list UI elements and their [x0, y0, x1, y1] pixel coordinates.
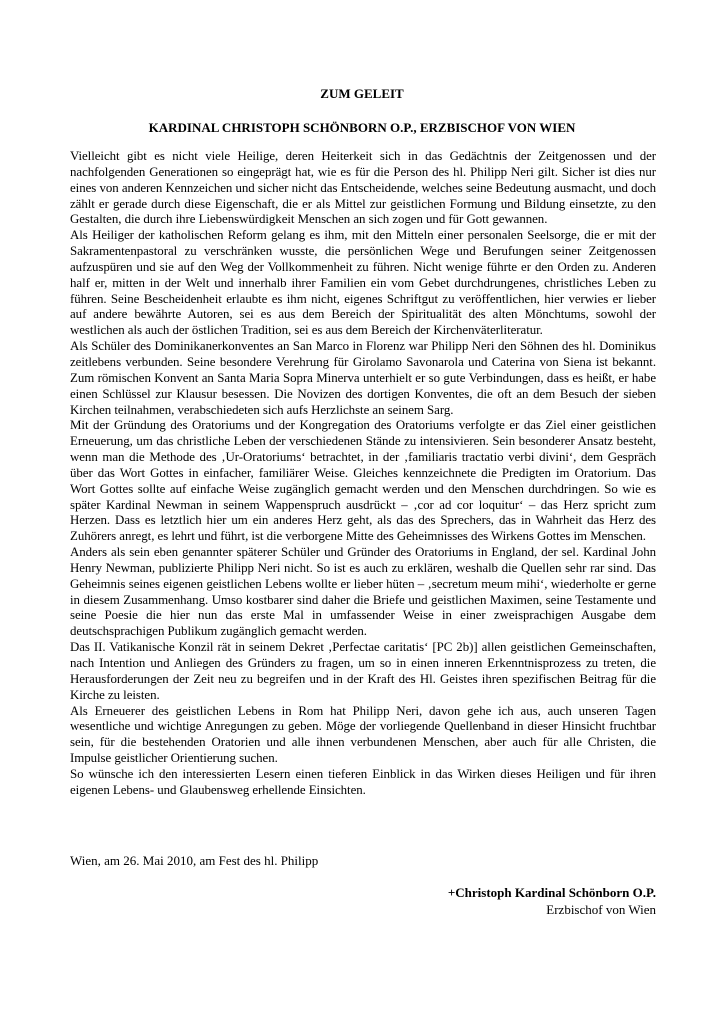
paragraph: So wünsche ich den interessierten Lesern einen tieferen Einblick in das Wirken dieses Heiligen und für ihren eigenen Lebens- und Glaubensweg erhellende Einsichten. [70, 766, 656, 797]
closing-line: Wien, am 26. Mai 2010, am Fest des hl. Philipp [70, 853, 319, 868]
document-heading: ZUM GELEIT [320, 86, 404, 101]
paragraph: Anders als sein eben genannter späterer Schüler und Gründer des Oratoriums in England, der sel. Kardinal John Henry Newman, publizierte Philipp Neri nicht. So ist es auch zu erklären, weshalb die Quellen sehr rar sind. Das Geheimnis seines eigenen geistlichen Lebens wollte er lieber hüten – ‚secretum meum mihi‘, wiederholte er gerne in diesem Zusammenhang. Umso kostbarer sind daher die Briefe und geistlichen Maximen, seine Testamente und seine Poesie die hier nun das erste Mal in umfassender Weise in einer zweisprachigen Ausgabe dem deutschsprachigen Publikum zugänglich gemacht werden. [70, 545, 656, 639]
paragraph: Als Heiliger der katholischen Reform gelang es ihm, mit den Mitteln einer personalen Seelsorge, die er mit der Sakramentenpastoral zu verschränken wusste, die persönlichen Wege und Berufungen seiner Zeitgenossen aufzuspüren und sie auf den Weg der Vollkommenheit zu führen. Nicht wenige führte er den Orden zu. Anderen half er, mitten in der Welt und innerhalb ihrer Familien ein vom Gebet durchdrungenes, christliches Leben zu führen. Seine Bescheidenheit erlaubte es ihm nicht, eigenes Schriftgut zu veröffentlichen, hier verwies er lieber auf andere bewährte Autoren, sei es aus dem Bereich der Spiritualität des alten Mönchtums, sowohl der westlichen als auch der östlichen Tradition, sei es aus dem Bereich der Kirchenväterliteratur. [70, 228, 656, 338]
signature-name: +Christoph Kardinal Schönborn O.P. [447, 885, 656, 900]
paragraph: Vielleicht gibt es nicht viele Heilige, deren Heiterkeit sich in das Gedächtnis der Zeitgenossen und der nachfolgenden Generationen so eingeprägt hat, wie es für die Person des hl. Philipp Neri gilt. Sicher ist dies nur eines von anderen Kennzeichen und sicher nicht das Entscheidende, welches seine Bedeutung ausmacht, und doch zählt er gerade durch diese Eigenschaft, die er als Mittel zur geistlichen Formung und Bildung einsetzte, zu den Gestalten, die durch ihre Liebenswürdigkeit Menschen an sich zogen und für Gott gewannen. [70, 149, 656, 227]
document-subheading: KARDINAL CHRISTOPH SCHÖNBORN O.P., ERZBISCHOF VON WIEN [148, 120, 576, 135]
signature-title: Erzbischof von Wien [546, 902, 656, 917]
paragraph: Mit der Gründung des Oratoriums und der Kongregation des Oratoriums verfolgte er das Ziel einer geistlichen Erneuerung, um das christliche Leben der verschiedenen Stände zu intensivieren. Sein besonderer Ansatz besteht, wenn man die Methode des ‚Ur-Oratoriums‘ betrachtet, in der ‚familiaris tractatio verbi divini‘, dem Gespräch über das Wort Gottes in einfacher, familiärer Weise. Gleiches kennzeichnete die Predigten im Oratorium. Das Wort Gottes sollte auf einfache Weise zugänglich gemacht werden und den Menschen durchdringen. So wie es später Kardinal Newman in seinem Wappenspruch ausdrückt – ‚cor ad cor loquitur‘ – das Herz spricht zum Herzen. Dass es letztlich hier um ein anderes Herz geht, als das des Sprechers, das in Wahrheit das Herz des Zuhörers anregt, es lehrt und führt, ist die verborgene Mitte des Geheimnisses des Wirkens Gottes im Menschen. [70, 418, 656, 544]
document-body [70, 149, 656, 799]
paragraph: Als Schüler des Dominikanerkonventes an San Marco in Florenz war Philipp Neri den Söhnen des hl. Dominikus zeitlebens verbunden. Seine besondere Verehrung für Girolamo Savonarola und Caterina von Siena ist bekannt. Zum römischen Konvent an Santa Maria Sopra Minerva unterhielt er so gute Verbindungen, dass es heißt, er habe einen Schlüssel zur Klausur besessen. Die Novizen des dortigen Konventes, die oft an dem Besuch der sieben Kirchen teilnahmen, verabschiedeten sich aufs Herzlichste an seinem Sarg. [70, 339, 656, 417]
paragraph: Als Erneuerer des geistlichen Lebens in Rom hat Philipp Neri, davon gehe ich aus, auch unseren Tagen wesentliche und wichtige Anregungen zu geben. Möge der vorliegende Quellenband in dieser Hinsicht fruchtbar sein, für die bestehenden Oratorien und alle ihnen verbundenen Menschen, aber auch für alle Christen, die Impulse geistlicher Orientierung suchen. [70, 703, 656, 766]
paragraph: Das II. Vatikanische Konzil rät in seinem Dekret ‚Perfectae caritatis‘ [PC 2b)] allen geistlichen Gemeinschaften, nach Intention und Anliegen des Gründers zu fragen, um so in einen inneren Erkenntnisprozess zu treten, die Herausforderungen der Zeit neu zu begreifen und in der Kraft des Hl. Geistes ihren spezifischen Beitrag für die Kirche zu leisten. [70, 640, 656, 702]
